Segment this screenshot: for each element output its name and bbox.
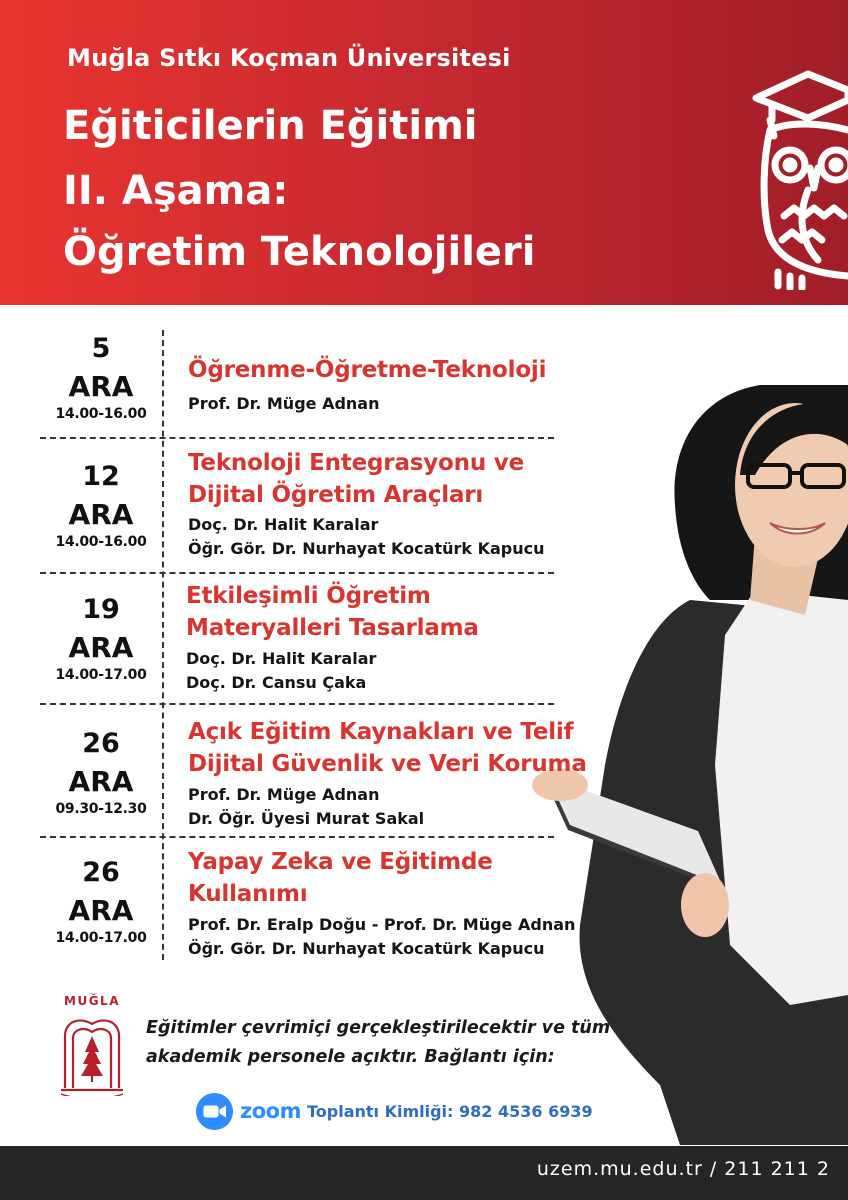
schedule-divider	[40, 437, 554, 439]
session-time: 14.00-16.00	[55, 406, 147, 422]
university-seal-icon	[57, 1008, 127, 1096]
session-day: 26	[82, 857, 120, 888]
schedule-divider	[40, 836, 554, 838]
page-title-line-2: II. Aşama:	[63, 168, 289, 214]
session-month: ARA	[68, 498, 134, 531]
session-time: 14.00-17.00	[55, 667, 147, 683]
session-item	[188, 716, 648, 830]
session-item	[188, 846, 648, 960]
session-day: 26	[82, 728, 120, 759]
header-banner	[0, 0, 848, 305]
zoom-brand: zoom	[240, 1099, 301, 1123]
session-item	[188, 447, 648, 560]
session-date	[40, 334, 162, 423]
session-month: ARA	[68, 631, 134, 664]
session-date	[40, 858, 162, 947]
schedule-divider	[40, 572, 554, 574]
session-speaker: Öğr. Gör. Dr. Nurhayat Kocatürk Kapucu	[188, 938, 545, 958]
page-title-line-1: Eğiticilerin Eğitimi	[63, 103, 478, 149]
footer-contact[interactable]: uzem.mu.edu.tr / 211 211 2	[536, 1158, 830, 1180]
footer-bar	[0, 1146, 848, 1200]
session-time: 09.30-12.30	[55, 801, 147, 817]
schedule-divider-vertical	[162, 330, 164, 960]
session-title: Teknoloji Entegrasyonu ve	[188, 450, 525, 476]
session-title: Dijital Öğretim Araçları	[188, 482, 484, 508]
session-month: ARA	[68, 370, 134, 403]
session-month: ARA	[68, 894, 134, 927]
owl-graduate-icon	[748, 40, 848, 290]
session-speaker: Doç. Dr. Halit Karalar	[188, 515, 379, 534]
session-time: 14.00-16.00	[55, 534, 147, 550]
session-day: 12	[82, 461, 120, 492]
session-time: 14.00-17.00	[55, 930, 147, 946]
session-title: Etkileşimli Öğretim	[186, 583, 431, 609]
session-item	[188, 354, 648, 416]
session-title: Materyalleri Tasarlama	[186, 615, 479, 641]
session-title: Öğrenme-Öğretme-Teknoloji	[188, 357, 547, 383]
session-day: 19	[82, 594, 120, 625]
session-day: 5	[91, 333, 111, 364]
session-speaker: Öğr. Gör. Dr. Nurhayat Kocatürk Kapucu	[188, 538, 545, 558]
session-speaker: Prof. Dr. Müge Adnan	[188, 394, 380, 413]
page-title-line-3: Öğretim Teknolojileri	[63, 229, 536, 275]
logo-text: MUĞLA	[64, 994, 120, 1008]
schedule-divider	[40, 703, 554, 705]
session-date	[40, 462, 162, 551]
session-title: Yapay Zeka ve Eğitimde	[188, 849, 493, 875]
university-logo	[57, 994, 127, 1098]
session-title: Kullanımı	[188, 881, 308, 907]
session-speaker: Prof. Dr. Müge Adnan	[188, 785, 380, 804]
session-title: Dijital Güvenlik ve Veri Koruma	[188, 751, 587, 777]
zoom-meeting[interactable]	[196, 1092, 593, 1130]
session-item	[186, 580, 646, 694]
session-speaker: Prof. Dr. Eralp Doğu - Prof. Dr. Müge Adnan	[188, 915, 576, 934]
session-speaker: Dr. Öğr. Üyesi Murat Sakal	[188, 808, 425, 828]
zoom-camera-icon	[196, 1093, 233, 1130]
session-month: ARA	[68, 765, 134, 798]
info-note	[146, 1014, 610, 1072]
university-name: Muğla Sıtkı Koçman Üniversitesi	[67, 44, 511, 72]
zoom-meeting-id[interactable]: Toplantı Kimliği: 982 4536 6939	[306, 1101, 593, 1121]
session-date	[40, 595, 162, 684]
session-speaker: Doç. Dr. Cansu Çaka	[186, 672, 367, 692]
info-note-line: akademik personele açıktır. Bağlantı için:	[146, 1047, 555, 1067]
session-speaker: Doç. Dr. Halit Karalar	[186, 649, 377, 668]
session-date	[40, 729, 162, 818]
info-note-line: Eğitimler çevrimiçi gerçekleştirilecektir ve tüm	[146, 1018, 611, 1038]
session-title: Açık Eğitim Kaynakları ve Telif	[188, 719, 574, 745]
